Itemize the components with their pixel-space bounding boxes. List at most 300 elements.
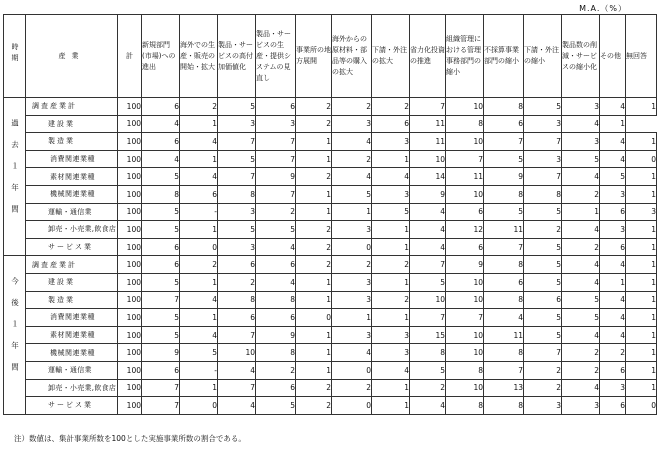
- table-row: [4, 98, 657, 116]
- col-new-market: 新規部門(市場)への進出: [142, 15, 180, 98]
- cell-value: 3: [626, 203, 657, 221]
- table-row: [4, 238, 657, 256]
- header-row: [4, 15, 657, 98]
- cell-value: 11: [410, 115, 446, 133]
- cell-value: 11: [484, 221, 524, 239]
- cell-value: 8: [484, 98, 524, 116]
- cell-value: 12: [446, 221, 484, 239]
- cell-value: 6: [600, 238, 626, 256]
- cell-value: 4: [332, 168, 372, 186]
- cell-value: 2: [218, 273, 256, 291]
- cell-value: 5: [410, 273, 446, 291]
- col-industry: 産業: [26, 15, 118, 98]
- cell-value: 6: [600, 397, 626, 415]
- cell-value: 7: [256, 150, 296, 168]
- cell-value: 1: [626, 379, 657, 397]
- table-row: [4, 115, 657, 133]
- cell-value: 8: [484, 344, 524, 362]
- cell-value: 100: [118, 185, 142, 203]
- table-row: [4, 185, 657, 203]
- cell-value: 1: [180, 379, 218, 397]
- cell-value: 2: [180, 256, 218, 274]
- cell-value: 100: [118, 115, 142, 133]
- industry-label: 卸売・小売業,飲食店: [26, 379, 118, 397]
- cell-value: 4: [600, 133, 626, 151]
- cell-value: 1: [626, 98, 657, 116]
- table-row: [4, 309, 657, 327]
- cell-value: 1: [332, 203, 372, 221]
- cell-value: 2: [332, 256, 372, 274]
- cell-value: 3: [600, 221, 626, 239]
- cell-value: 4: [562, 115, 600, 133]
- cell-value: 3: [332, 115, 372, 133]
- cell-value: 5: [332, 185, 372, 203]
- cell-value: 100: [118, 203, 142, 221]
- cell-value: 4: [600, 150, 626, 168]
- cell-value: 4: [600, 326, 626, 344]
- cell-value: 10: [446, 133, 484, 151]
- cell-value: 7: [446, 150, 484, 168]
- col-overseas-production: 海外での生産・販売の開始・拡大: [180, 15, 218, 98]
- industry-label: 消費関連業種: [26, 150, 118, 168]
- cell-value: 5: [142, 203, 180, 221]
- cell-value: 3: [524, 150, 562, 168]
- cell-value: 2: [256, 203, 296, 221]
- cell-value: 3: [256, 115, 296, 133]
- industry-label: 製造業: [26, 133, 118, 151]
- cell-value: 1: [626, 168, 657, 186]
- cell-value: 7: [142, 397, 180, 415]
- cell-value: 1: [296, 326, 332, 344]
- cell-value: 8: [218, 291, 256, 309]
- cell-value: 7: [142, 379, 180, 397]
- cell-value: 8: [484, 256, 524, 274]
- cell-value: 100: [118, 273, 142, 291]
- cell-value: 2: [332, 98, 372, 116]
- cell-value: 4: [410, 397, 446, 415]
- cell-value: 4: [600, 309, 626, 327]
- cell-value: 4: [562, 379, 600, 397]
- cell-value: 6: [600, 361, 626, 379]
- cell-value: 3: [218, 238, 256, 256]
- cell-value: 8: [446, 361, 484, 379]
- cell-value: 7: [218, 133, 256, 151]
- cell-value: 3: [332, 326, 372, 344]
- cell-value: 4: [410, 221, 446, 239]
- cell-value: 1: [180, 115, 218, 133]
- col-no-answer: 無回答: [626, 15, 657, 98]
- cell-value: 2: [332, 379, 372, 397]
- cell-value: 8: [524, 185, 562, 203]
- cell-value: 0: [332, 397, 372, 415]
- cell-value: 5: [142, 273, 180, 291]
- table-row: [4, 221, 657, 239]
- cell-value: 3: [524, 115, 562, 133]
- cell-value: 8: [484, 291, 524, 309]
- industry-label: 卸売・小売業,飲食店: [26, 221, 118, 239]
- cell-value: 13: [484, 379, 524, 397]
- cell-value: 4: [180, 326, 218, 344]
- col-unprofitable-reduction: 不採算事業部門の縮小: [484, 15, 524, 98]
- cell-value: 1: [600, 273, 626, 291]
- cell-value: 6: [372, 115, 410, 133]
- cell-value: 7: [524, 168, 562, 186]
- cell-value: 4: [142, 115, 180, 133]
- cell-value: 1: [626, 221, 657, 239]
- cell-value: 4: [562, 273, 600, 291]
- cell-value: 3: [562, 98, 600, 116]
- cell-value: 3: [600, 185, 626, 203]
- industry-label: 調査産業計: [26, 98, 118, 116]
- cell-value: 15: [410, 326, 446, 344]
- cell-value: 10: [446, 379, 484, 397]
- cell-value: 8: [142, 185, 180, 203]
- col-subcontract-reduce: 下請・外注の縮小: [524, 15, 562, 98]
- cell-value: 5: [256, 221, 296, 239]
- cell-value: 4: [410, 238, 446, 256]
- cell-value: 6: [256, 256, 296, 274]
- cell-value: 100: [118, 291, 142, 309]
- cell-value: 2: [562, 344, 600, 362]
- cell-value: 5: [142, 326, 180, 344]
- cell-value: 4: [180, 291, 218, 309]
- cell-value: 1: [372, 221, 410, 239]
- cell-value: 8: [484, 185, 524, 203]
- cell-value: 0: [180, 238, 218, 256]
- cell-value: 0: [296, 309, 332, 327]
- cell-value: 5: [600, 168, 626, 186]
- cell-value: 100: [118, 326, 142, 344]
- table-body: [4, 98, 657, 415]
- unit-label: M.A.（%）: [579, 4, 627, 13]
- cell-value: 1: [372, 238, 410, 256]
- cell-value: 3: [332, 221, 372, 239]
- cell-value: 2: [524, 221, 562, 239]
- table-row: [4, 203, 657, 221]
- cell-value: 1: [296, 273, 332, 291]
- cell-value: 2: [332, 150, 372, 168]
- cell-value: 6: [218, 309, 256, 327]
- cell-value: 6: [256, 309, 296, 327]
- cell-value: 5: [218, 150, 256, 168]
- cell-value: 1: [180, 273, 218, 291]
- cell-value: 4: [142, 150, 180, 168]
- cell-value: 3: [332, 273, 372, 291]
- cell-value: 7: [142, 291, 180, 309]
- col-labor-saving: 省力化投資の推進: [410, 15, 446, 98]
- cell-value: 5: [524, 273, 562, 291]
- cell-value: 100: [118, 98, 142, 116]
- cell-value: 10: [410, 150, 446, 168]
- cell-value: 9: [484, 168, 524, 186]
- cell-value: 8: [256, 291, 296, 309]
- cell-value: 1: [296, 291, 332, 309]
- cell-value: 1: [626, 133, 657, 151]
- table-row: [4, 379, 657, 397]
- cell-value: 3: [372, 133, 410, 151]
- cell-value: 4: [256, 238, 296, 256]
- cell-value: 6: [218, 256, 256, 274]
- cell-value: 7: [524, 344, 562, 362]
- cell-value: 2: [372, 256, 410, 274]
- col-system-review: 製品・サービスの生産・提供システムの見直し: [256, 15, 296, 98]
- cell-value: 10: [446, 185, 484, 203]
- cell-value: 4: [600, 98, 626, 116]
- cell-value: 7: [218, 326, 256, 344]
- cell-value: 9: [446, 256, 484, 274]
- cell-value: 8: [446, 397, 484, 415]
- cell-value: -: [180, 361, 218, 379]
- table-row: [4, 273, 657, 291]
- cell-value: 4: [218, 397, 256, 415]
- cell-value: 0: [332, 361, 372, 379]
- cell-value: 9: [142, 344, 180, 362]
- cell-value: 3: [562, 397, 600, 415]
- cell-value: 7: [446, 309, 484, 327]
- cell-value: 0: [626, 397, 657, 415]
- cell-value: 100: [118, 379, 142, 397]
- cell-value: 7: [218, 168, 256, 186]
- cell-value: 5: [562, 291, 600, 309]
- cell-value: 1: [372, 397, 410, 415]
- cell-value: 5: [524, 256, 562, 274]
- cell-value: 10: [218, 344, 256, 362]
- data-table: [3, 14, 657, 415]
- cell-value: 100: [118, 397, 142, 415]
- col-product-reduction: 製品数の削減・サービスの縮小化: [562, 15, 600, 98]
- cell-value: 2: [372, 98, 410, 116]
- cell-value: 1: [626, 309, 657, 327]
- cell-value: 6: [600, 203, 626, 221]
- col-value-added: 製品・サービスの高付加価値化: [218, 15, 256, 98]
- industry-label: 機械関連業種: [26, 344, 118, 362]
- cell-value: 5: [410, 361, 446, 379]
- cell-value: 1: [296, 203, 332, 221]
- cell-value: 2: [296, 379, 332, 397]
- cell-value: 3: [218, 115, 256, 133]
- cell-value: 4: [562, 256, 600, 274]
- col-regional: 事業所の地方展開: [296, 15, 332, 98]
- cell-value: 1: [562, 203, 600, 221]
- cell-value: 11: [484, 326, 524, 344]
- cell-value: 2: [296, 256, 332, 274]
- cell-value: 6: [484, 273, 524, 291]
- cell-value: 6: [524, 291, 562, 309]
- cell-value: 9: [256, 168, 296, 186]
- cell-value: 4: [372, 361, 410, 379]
- cell-value: 11: [446, 168, 484, 186]
- cell-value: 9: [256, 326, 296, 344]
- cell-value: 2: [296, 115, 332, 133]
- cell-value: 6: [142, 98, 180, 116]
- cell-value: 6: [446, 238, 484, 256]
- cell-value: 2: [562, 238, 600, 256]
- cell-value: 10: [446, 344, 484, 362]
- cell-value: 1: [296, 344, 332, 362]
- period-label: 過去１年間: [4, 98, 26, 256]
- col-period: 時期: [4, 15, 26, 98]
- cell-value: 7: [484, 238, 524, 256]
- cell-value: 3: [372, 326, 410, 344]
- cell-value: 1: [626, 185, 657, 203]
- cell-value: 6: [142, 133, 180, 151]
- cell-value: 5: [372, 203, 410, 221]
- cell-value: 2: [180, 98, 218, 116]
- cell-value: 1: [600, 115, 626, 133]
- cell-value: 3: [372, 185, 410, 203]
- cell-value: 10: [410, 291, 446, 309]
- cell-value: 7: [218, 379, 256, 397]
- industry-label: 消費関連業種: [26, 309, 118, 327]
- cell-value: 5: [256, 397, 296, 415]
- cell-value: 6: [484, 115, 524, 133]
- cell-value: 1: [626, 326, 657, 344]
- table-row: [4, 256, 657, 274]
- cell-value: 2: [372, 291, 410, 309]
- table-row: [4, 326, 657, 344]
- cell-value: 7: [524, 133, 562, 151]
- cell-value: 10: [446, 291, 484, 309]
- cell-value: 4: [600, 291, 626, 309]
- cell-value: 4: [562, 326, 600, 344]
- cell-value: 6: [142, 238, 180, 256]
- cell-value: 4: [256, 273, 296, 291]
- cell-value: 10: [446, 273, 484, 291]
- cell-value: 100: [118, 133, 142, 151]
- cell-value: 8: [256, 344, 296, 362]
- cell-value: 5: [524, 309, 562, 327]
- cell-value: 2: [296, 168, 332, 186]
- cell-value: 8: [446, 115, 484, 133]
- cell-value: 1: [180, 309, 218, 327]
- industry-label: 運輸・通信業: [26, 361, 118, 379]
- industry-label: 素材関連業種: [26, 168, 118, 186]
- table-row: [4, 291, 657, 309]
- cell-value: 4: [180, 168, 218, 186]
- table-row: [4, 361, 657, 379]
- table-row: [4, 133, 657, 151]
- cell-value: 6: [142, 361, 180, 379]
- period-label: 今後１年間: [4, 256, 26, 414]
- cell-value: 2: [296, 221, 332, 239]
- cell-value: 11: [410, 133, 446, 151]
- industry-label: 調査産業計: [26, 256, 118, 274]
- cell-value: 3: [218, 203, 256, 221]
- col-org-reduction: 組織管理における管理事務部門の縮小: [446, 15, 484, 98]
- cell-value: 2: [524, 361, 562, 379]
- cell-value: 1: [180, 150, 218, 168]
- cell-value: 5: [524, 203, 562, 221]
- cell-value: 2: [410, 379, 446, 397]
- cell-value: 5: [218, 221, 256, 239]
- cell-value: 5: [562, 309, 600, 327]
- cell-value: 7: [410, 98, 446, 116]
- industry-label: サービス業: [26, 397, 118, 415]
- cell-value: 3: [332, 291, 372, 309]
- cell-value: 1: [372, 150, 410, 168]
- cell-value: 4: [600, 256, 626, 274]
- cell-value: 10: [446, 98, 484, 116]
- cell-value: 4: [562, 221, 600, 239]
- cell-value: 4: [180, 133, 218, 151]
- cell-value: 8: [218, 185, 256, 203]
- cell-value: 100: [118, 309, 142, 327]
- cell-value: 100: [118, 238, 142, 256]
- cell-value: 4: [410, 203, 446, 221]
- cell-value: -: [180, 203, 218, 221]
- cell-value: 100: [118, 221, 142, 239]
- cell-value: 1: [296, 361, 332, 379]
- cell-value: 1: [626, 256, 657, 274]
- cell-value: 2: [296, 397, 332, 415]
- table-row: [4, 344, 657, 362]
- cell-value: 6: [256, 379, 296, 397]
- cell-value: 2: [562, 185, 600, 203]
- cell-value: 2: [296, 238, 332, 256]
- cell-value: 5: [524, 326, 562, 344]
- cell-value: 2: [562, 361, 600, 379]
- cell-value: 3: [562, 133, 600, 151]
- col-total: 計: [118, 15, 142, 98]
- cell-value: 1: [332, 309, 372, 327]
- cell-value: 5: [524, 238, 562, 256]
- cell-value: 7: [410, 256, 446, 274]
- cell-value: 3: [600, 379, 626, 397]
- industry-label: 素材関連業種: [26, 326, 118, 344]
- cell-value: 100: [118, 361, 142, 379]
- table-row: [4, 168, 657, 186]
- cell-value: 4: [484, 309, 524, 327]
- cell-value: 100: [118, 256, 142, 274]
- cell-value: 1: [626, 361, 657, 379]
- cell-value: 14: [410, 168, 446, 186]
- cell-value: 2: [296, 98, 332, 116]
- cell-value: 5: [218, 98, 256, 116]
- cell-value: 5: [524, 98, 562, 116]
- cell-value: 7: [256, 185, 296, 203]
- cell-value: 4: [332, 344, 372, 362]
- cell-value: 7: [484, 133, 524, 151]
- cell-value: 4: [372, 168, 410, 186]
- cell-value: 1: [626, 273, 657, 291]
- cell-value: 5: [484, 203, 524, 221]
- cell-value: 7: [484, 361, 524, 379]
- table-row: [4, 150, 657, 168]
- cell-value: 7: [256, 133, 296, 151]
- cell-value: 4: [218, 361, 256, 379]
- cell-value: 1: [372, 273, 410, 291]
- cell-value: 100: [118, 150, 142, 168]
- industry-label: 製造業: [26, 291, 118, 309]
- cell-value: 5: [142, 309, 180, 327]
- col-overseas-purchase: 海外からの原材料・部品等の購入の拡大: [332, 15, 372, 98]
- cell-value: 1: [180, 221, 218, 239]
- cell-value: 2: [524, 379, 562, 397]
- table-row: [4, 397, 657, 415]
- cell-value: 1: [626, 291, 657, 309]
- cell-value: 6: [256, 98, 296, 116]
- cell-value: 8: [484, 397, 524, 415]
- cell-value: 0: [626, 150, 657, 168]
- cell-value: 6: [446, 203, 484, 221]
- cell-value: 5: [562, 150, 600, 168]
- cell-value: 1: [296, 133, 332, 151]
- cell-value: 6: [142, 256, 180, 274]
- cell-value: 1: [372, 379, 410, 397]
- cell-value: 2: [600, 344, 626, 362]
- col-subcontract-expand: 下請・外注の拡大: [372, 15, 410, 98]
- cell-value: 100: [118, 168, 142, 186]
